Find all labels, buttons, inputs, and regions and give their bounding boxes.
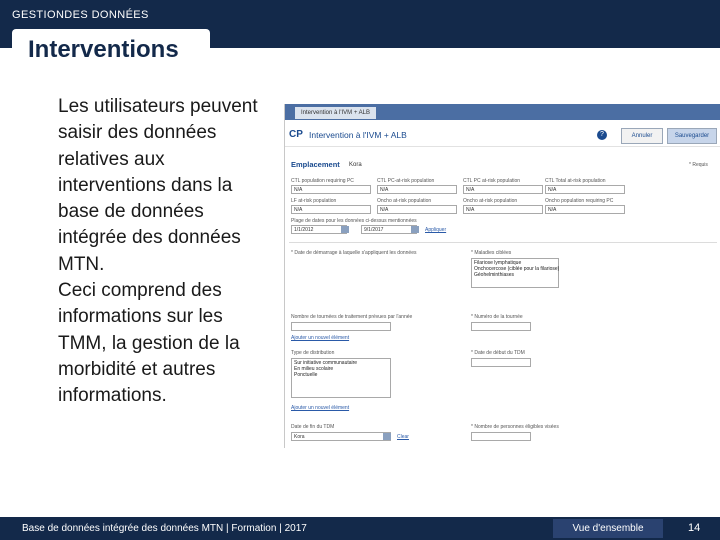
- date-from-input[interactable]: 1/1/2012: [291, 225, 347, 234]
- body-line: MTN.: [58, 253, 105, 275]
- start-tdm-input[interactable]: [471, 358, 531, 367]
- field-input[interactable]: N/A: [291, 185, 371, 194]
- cancel-button[interactable]: Annuler: [621, 128, 663, 144]
- eligible-label: * Nombre de personnes éligibles visées: [471, 424, 559, 430]
- help-icon[interactable]: ?: [597, 130, 607, 140]
- location-value: Kora: [349, 162, 362, 168]
- field-label: Oncho population requiring PC: [545, 198, 614, 204]
- start-date-label: * Date de démarrage à laquelle s'appliquent les données: [291, 250, 417, 256]
- required-note: * Requis: [689, 162, 708, 168]
- apply-link[interactable]: Appliquer: [425, 227, 447, 233]
- body-line: informations sur les: [58, 306, 223, 328]
- distribution-label: Type de distribution: [291, 350, 335, 356]
- calendar-icon[interactable]: [383, 433, 391, 440]
- form-header: [285, 120, 720, 147]
- footer-text: Base de données intégrée des données MTN | Formation | 2017: [22, 523, 307, 534]
- field-input[interactable]: N/A: [377, 185, 457, 194]
- rounds-select[interactable]: [291, 322, 391, 331]
- body-line: morbidité et autres: [58, 358, 216, 380]
- add-item-link[interactable]: Ajouter un nouvel élément: [291, 335, 350, 341]
- list-item[interactable]: Filariose lymphatique: [474, 260, 522, 266]
- distribution-listbox[interactable]: [291, 358, 391, 398]
- calendar-icon[interactable]: [411, 226, 419, 233]
- body-line: Ceci comprend des: [58, 280, 222, 302]
- list-item[interactable]: Géohelminthiases: [474, 272, 515, 278]
- field-input[interactable]: N/A: [377, 205, 457, 214]
- body-line: intégrée des données: [58, 227, 241, 249]
- embedded-form-screenshot: [284, 104, 720, 448]
- round-number-input[interactable]: [471, 322, 531, 331]
- end-tdm-input[interactable]: Kora: [291, 432, 391, 441]
- body-line: base de données: [58, 201, 204, 223]
- field-input[interactable]: N/A: [463, 185, 543, 194]
- field-input[interactable]: N/A: [545, 205, 625, 214]
- list-item[interactable]: En milieu scolaire: [294, 366, 334, 372]
- field-label: Oncho at-risk population: [377, 198, 432, 204]
- body-line: Les utilisateurs peuvent: [58, 96, 258, 117]
- section-label: GESTIONDES DONNÉES: [12, 9, 149, 21]
- rounds-label: Nombre de tournées de traitement prévues par l'année: [291, 314, 413, 320]
- field-input[interactable]: N/A: [545, 185, 625, 194]
- date-to-input[interactable]: 9/1/2017: [361, 225, 417, 234]
- field-input[interactable]: N/A: [291, 205, 371, 214]
- cp-logo: CP: [289, 129, 303, 140]
- list-item[interactable]: Sur initiative communautaire: [294, 360, 358, 366]
- save-button[interactable]: Sauvegarder: [667, 128, 717, 144]
- field-input[interactable]: N/A: [463, 205, 543, 214]
- body-line: relatives aux: [58, 148, 165, 170]
- body-line: saisir des données: [58, 122, 217, 144]
- window-bar: [285, 104, 720, 120]
- body-line: TMM, la gestion de la: [58, 332, 240, 354]
- list-item[interactable]: Onchocercose (ciblée pour la filariose): [474, 266, 560, 272]
- add-item-link[interactable]: Ajouter un nouvel élément: [291, 405, 350, 411]
- calendar-icon[interactable]: [341, 226, 349, 233]
- field-label: CTL PC-at-risk population: [377, 178, 435, 184]
- field-label: CTL population requiring PC: [291, 178, 354, 184]
- window-tab[interactable]: Intervention à l'IVM + ALB: [295, 107, 376, 119]
- round-number-label: * Numéro de la tournée: [471, 314, 523, 320]
- end-tdm-label: Date de fin du TDM: [291, 424, 335, 430]
- page-number: 14: [688, 522, 701, 534]
- field-label: CTL Total at-risk population: [545, 178, 606, 184]
- body-line: informations.: [58, 385, 167, 407]
- slide-title: Interventions: [28, 36, 179, 63]
- body-line: interventions dans la: [58, 174, 233, 196]
- diseases-label: * Maladies ciblées: [471, 250, 512, 256]
- form-title: Intervention à l'IVM + ALB: [309, 130, 407, 140]
- diseases-listbox[interactable]: [471, 258, 559, 288]
- divider: [289, 242, 717, 243]
- clear-link[interactable]: Clear: [397, 434, 409, 440]
- date-range-label: Plage de dates pour les données ci-dessus mentionnées: [291, 218, 417, 224]
- list-item[interactable]: Ponctuelle: [294, 372, 318, 378]
- field-label: LF at-risk population: [291, 198, 337, 204]
- overview-button[interactable]: Vue d'ensemble: [553, 519, 663, 538]
- field-label: Oncho at-risk population: [463, 198, 518, 204]
- start-tdm-label: * Date de début du TDM: [471, 350, 525, 356]
- body-text: [58, 94, 290, 410]
- field-label: CTL PC at-risk population: [463, 178, 521, 184]
- location-label: Emplacement: [291, 160, 340, 169]
- eligible-input[interactable]: [471, 432, 531, 441]
